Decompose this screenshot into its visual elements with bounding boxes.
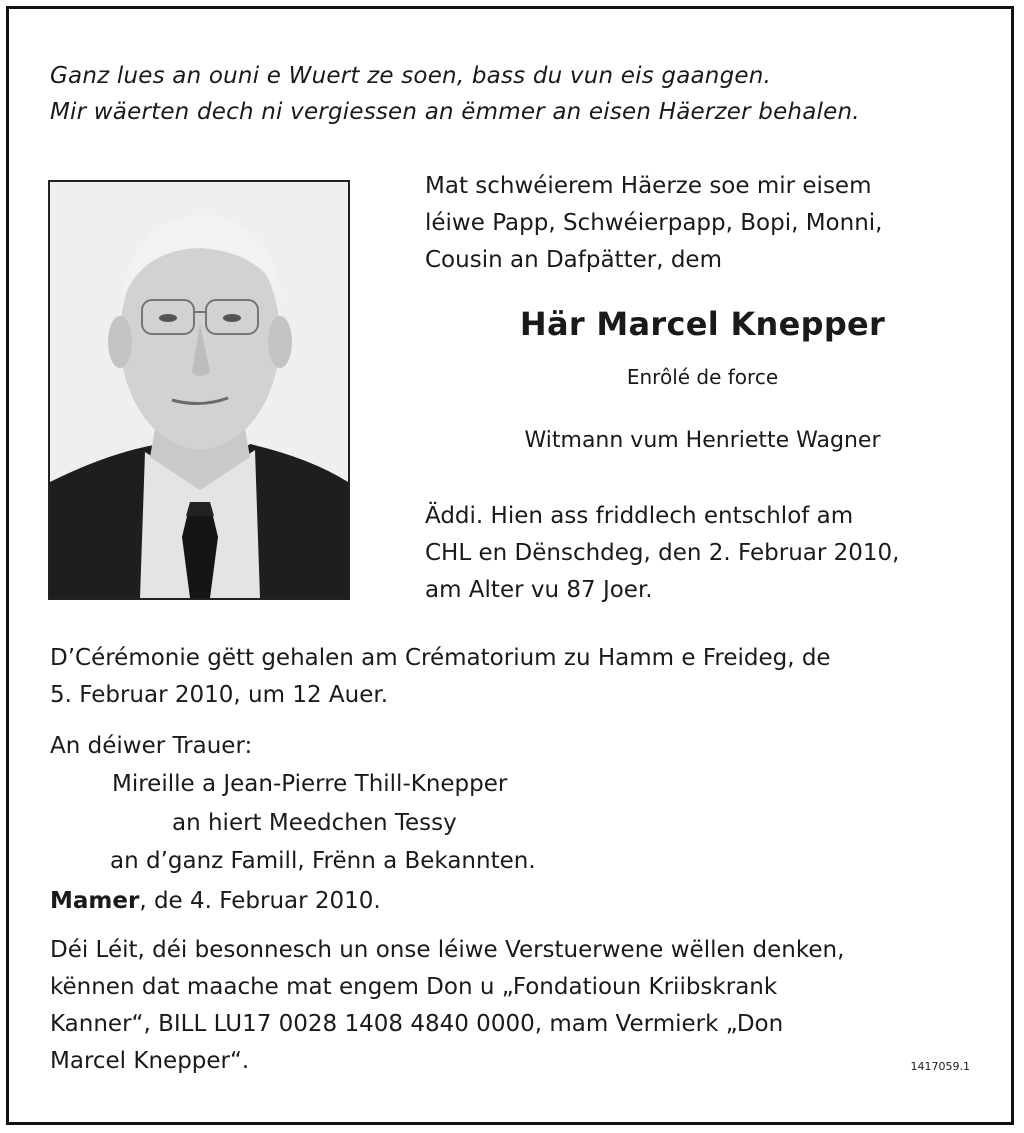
mourner-line-2: an hiert Meedchen Tessy (172, 810, 457, 836)
donation-line-1: Déi Léit, déi besonnesch un onse léiwe Verstuerwene wëllen denken, (50, 937, 845, 963)
donation-line-3: Kanner“, BILL LU17 0028 1408 4840 0000, mam Vermierk „Don (50, 1011, 784, 1037)
memorial-quote (50, 58, 980, 130)
place-town: Mamer (50, 888, 140, 914)
intro-line-1: Mat schwéierem Häerze soe mir eisem (425, 173, 872, 199)
ceremony-line-1: D’Cérémonie gëtt gehalen am Crématorium zu Hamm e Freideg, de (50, 645, 831, 671)
deceased-subtitle: Enrôlé de force (626, 365, 779, 389)
deceased-name: Här Marcel Knepper (519, 305, 886, 343)
portrait-photo (48, 180, 350, 600)
portrait-illustration (50, 182, 348, 598)
quote-line-1: Ganz lues an ouni e Wuert ze soen, bass du vun eis gaangen. (50, 63, 772, 89)
death-notice (425, 498, 980, 609)
place-date-line (50, 888, 381, 914)
ceremony-notice (50, 640, 980, 714)
mourner-line-1: Mireille a Jean-Pierre Thill-Knepper (112, 771, 508, 797)
place-date: , de 4. Februar 2010. (139, 888, 381, 914)
death-line-1: Äddi. Hien ass friddlech entschlof am (425, 503, 854, 529)
announcement-intro (425, 168, 980, 279)
death-line-2: CHL en Dënschdeg, den 2. Februar 2010, (425, 540, 900, 566)
ceremony-line-2: 5. Februar 2010, um 12 Auer. (50, 682, 389, 708)
mourner-line-3: an d’ganz Famill, Frënn a Bekannten. (110, 848, 536, 874)
intro-line-2: léiwe Papp, Schwéierpapp, Bopi, Monni, (425, 210, 883, 236)
reference-number: 1417059.1 (910, 1060, 970, 1073)
intro-line-3: Cousin an Dafpätter, dem (425, 247, 722, 273)
donation-notice (50, 932, 980, 1080)
quote-line-2: Mir wäerten dech ni vergiessen an ëmmer an eisen Häerzer behalen. (50, 99, 860, 125)
donation-line-4: Marcel Knepper“. (50, 1048, 250, 1074)
widower-line: Witmann vum Henriette Wagner (524, 428, 881, 453)
donation-line-2: kënnen dat maache mat engem Don u „Fondatioun Kriibskrank (50, 974, 778, 1000)
death-line-3: am Alter vu 87 Joer. (425, 577, 653, 603)
mourners-intro: An déiwer Trauer: (50, 733, 253, 759)
